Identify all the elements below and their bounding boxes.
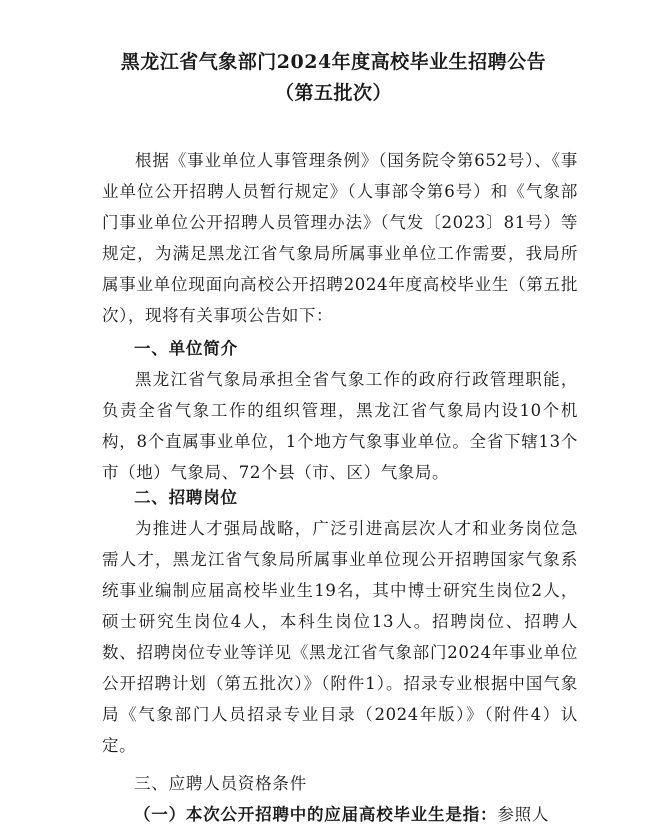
subsection-body: 参照人 — [497, 805, 550, 824]
document-subtitle: （第五批次） — [274, 82, 392, 104]
section-heading-positions: 二、招聘岗位 — [134, 488, 238, 507]
intro-paragraph: 根据《事业单位人事管理条例》（国务院令第652号）、《事业单位公开招聘人员暂行规定》（人事部令第6号）和《气象部门事业单位公开招聘人员管理办法》（气发〔2023〕81号）等规定，为满足黑龙江省气象局所属事业单位工作需要，我局所属事业单位现面向高校公开招聘2024年度高校毕业生（第五批次），现将有关事项公告如下： — [102, 151, 578, 325]
subsection-qualifications-1 — [134, 799, 578, 829]
section-heading-qualifications: 三、应聘人员资格条件 — [134, 774, 307, 793]
section-body-positions: 为推进人才强局战略，广泛引进高层次人才和业务岗位急需人才，黑龙江省气象局所属事业单位现公开招聘国家气象系统事业编制应届高校毕业生19名，其中博士研究生岗位2人，硕士研究生岗位4人，本科生岗位13人。招聘岗位、招聘人数、招聘岗位专业等详见《黑龙江省气象部门2024年事业单位公开招聘计划（第五批次）》（附件1）。招录专业根据中国气象局《气象部门人员招录专业目录（2024年版）》（附件4）认定。 — [102, 519, 578, 755]
section-heading-unit-intro: 一、单位简介 — [134, 339, 238, 358]
subsection-heading: （一）本次公开招聘中的应届高校毕业生是指： — [134, 805, 498, 824]
section-body-unit-intro: 黑龙江省气象局承担全省气象工作的政府行政管理职能，负责全省气象工作的组织管理，黑龙江省气象局内设10个机构，8个直属事业单位，1个地方气象事业单位。全省下辖13个市（地）气象局、72个县（市、区）气象局。 — [102, 370, 578, 482]
document-title: 黑龙江省气象部门2024年度高校毕业生招聘公告 — [120, 51, 547, 73]
